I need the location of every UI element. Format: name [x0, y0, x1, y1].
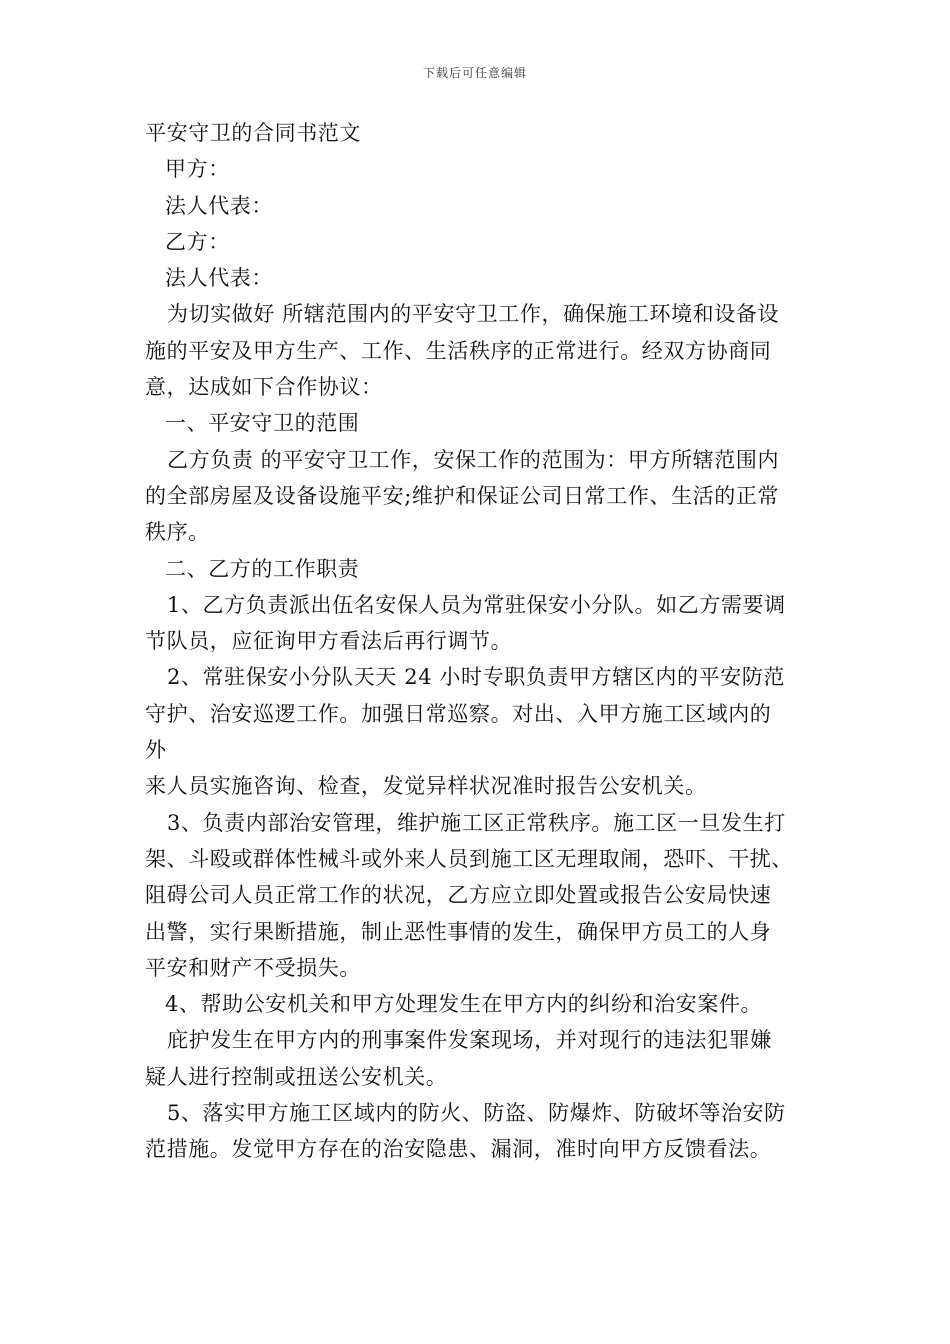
party-b-line: 乙方：	[165, 229, 230, 254]
paragraph-line: 1、乙方负责派出伍名安保人员为常驻保安小分队。如乙方需要调	[167, 592, 786, 617]
paragraph-line: 疑人进行控制或扭送公安机关。	[145, 1064, 448, 1089]
paragraph-line: 5、落实甲方施工区域内的防火、防盗、防爆炸、防破坏等治安防	[167, 1101, 786, 1126]
document-body	[145, 115, 815, 1168]
page-header-note: 下载后可任意编辑	[422, 66, 527, 80]
section-heading: 二、乙方的工作职责	[165, 556, 360, 581]
paragraph-line: 来人员实施咨询、检查，发觉异样状况准时报告公安机关。	[145, 774, 707, 799]
paragraph-line: 庇护发生在甲方内的刑事案件发案现场，并对现行的违法犯罪嫌	[167, 1028, 772, 1053]
party-b-representative-line: 法人代表：	[165, 266, 273, 291]
paragraph-line: 外	[145, 738, 167, 763]
paragraph-line: 施的平安及甲方生产、工作、生活秩序的正常进行。经双方协商同	[145, 338, 772, 363]
paragraph-line: 意，达成如下合作协议：	[145, 375, 383, 400]
paragraph-line: 阻碍公司人员正常工作的状况，乙方应立即处置或报告公安局快速	[145, 883, 772, 908]
paragraph-line: 乙方负责 的平安守卫工作，安保工作的范围为：甲方所辖范围内	[167, 447, 780, 472]
document-title: 平安守卫的合同书范文	[145, 121, 361, 145]
paragraph-line: 节队员，应征询甲方看法后再行调节。	[145, 629, 513, 654]
paragraph-line: 为切实做好 所辖范围内的平安守卫工作，确保施工环境和设备设	[167, 302, 780, 327]
paragraph-line: 架、斗殴或群体性械斗或外来人员到施工区无理取闹，恐吓、干扰、	[145, 846, 793, 871]
paragraph-line: 出警，实行果断措施，制止恶性事情的发生，确保甲方员工的人身	[145, 919, 772, 944]
party-a-line: 甲方：	[165, 157, 230, 182]
paragraph-line: 3、负责内部治安管理，维护施工区正常秩序。施工区一旦发生打	[167, 810, 786, 835]
paragraph-line: 2、常驻保安小分队天天 24 小时专职负责甲方辖区内的平安防范	[167, 665, 786, 690]
paragraph-line: 平安和财产不受损失。	[145, 955, 361, 980]
section-heading: 一、平安守卫的范围	[165, 411, 360, 436]
paragraph-line: 范措施。发觉甲方存在的治安隐患、漏洞，准时向甲方反馈看法。	[145, 1137, 772, 1162]
paragraph-line: 的全部房屋及设备设施平安;维护和保证公司日常工作、生活的正常	[145, 483, 780, 508]
party-a-representative-line: 法人代表：	[165, 193, 273, 218]
paragraph-line: 守护、治安巡逻工作。加强日常巡察。对出、入甲方施工区域内的	[145, 701, 772, 726]
paragraph-line: 秩序。	[145, 520, 210, 545]
paragraph-line: 4、帮助公安机关和甲方处理发生在甲方内的纠纷和治安案件。	[165, 992, 763, 1017]
